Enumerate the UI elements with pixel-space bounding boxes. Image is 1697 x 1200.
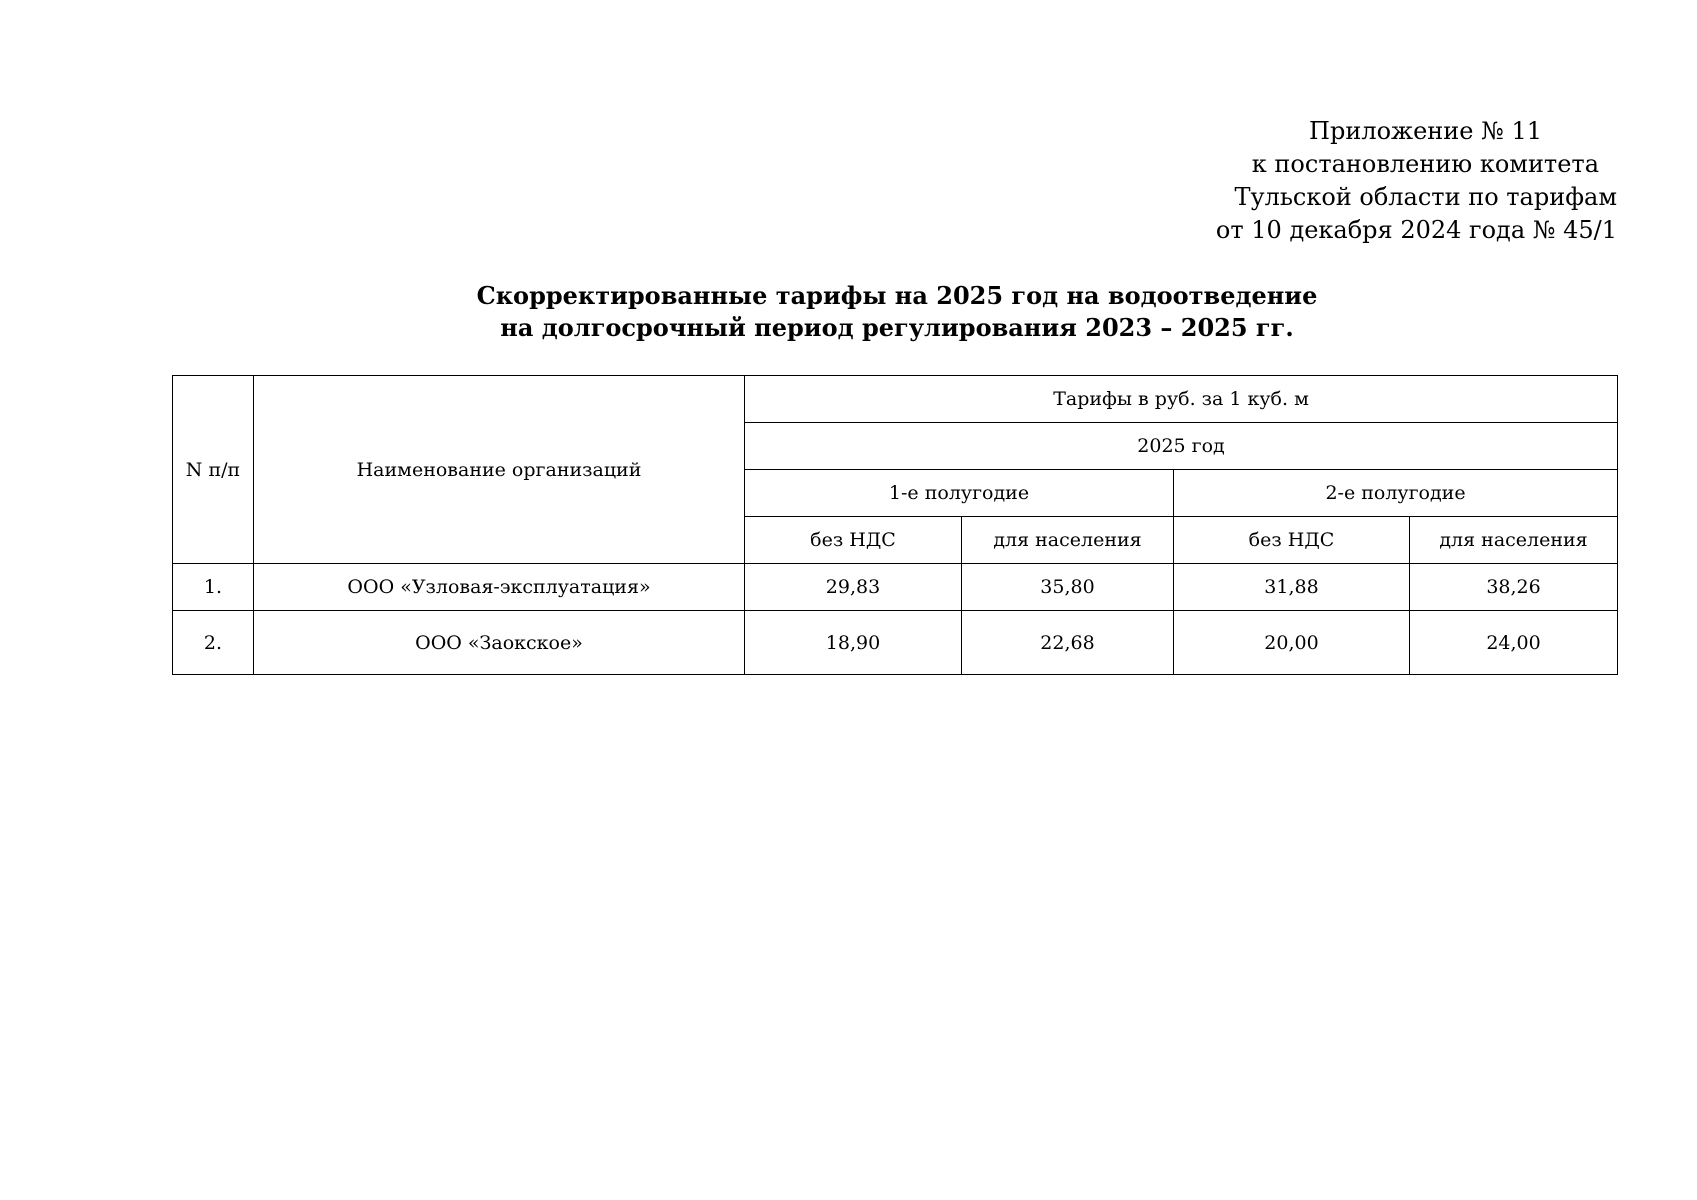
tariff-h1-population: 22,68 bbox=[962, 611, 1174, 675]
document-title bbox=[172, 280, 1622, 344]
document-title-line2: на долгосрочный период регулирования 2023 – 2025 гг. bbox=[500, 313, 1294, 342]
tariff-h1-population: 35,80 bbox=[962, 564, 1174, 611]
tariff-h1-no-vat: 29,83 bbox=[745, 564, 962, 611]
header-number-sublabel: п/п bbox=[208, 458, 241, 481]
tariff-h2-population: 38,26 bbox=[1410, 564, 1618, 611]
tariff-h2-population: 24,00 bbox=[1410, 611, 1618, 675]
row-number: 1. bbox=[173, 564, 254, 611]
organization-name: ООО «Узловая-эксплуатация» bbox=[254, 564, 745, 611]
tariff-h1-no-vat: 18,90 bbox=[745, 611, 962, 675]
document-title-line1: Скорректированные тарифы на 2025 год на водоотведение bbox=[476, 281, 1318, 310]
header-h2-no-vat: без НДС bbox=[1174, 517, 1410, 564]
header-number-cell bbox=[173, 376, 254, 564]
appendix-date: от 10 декабря 2024 года № 45/1 bbox=[1215, 216, 1617, 244]
header-h1-population: для населения bbox=[962, 517, 1174, 564]
tariffs-table bbox=[172, 375, 1618, 675]
row-number: 2. bbox=[173, 611, 254, 675]
header-half-2: 2-е полугодие bbox=[1174, 470, 1618, 517]
table-row bbox=[173, 564, 1618, 611]
header-tariffs: Тарифы в руб. за 1 куб. м bbox=[745, 376, 1618, 423]
header-number-label: N bbox=[185, 458, 203, 481]
header-row-1 bbox=[173, 376, 1618, 423]
appendix-number: Приложение № 11 bbox=[1309, 117, 1542, 145]
organization-name: ООО «Заокское» bbox=[254, 611, 745, 675]
table-row bbox=[173, 611, 1618, 675]
appendix-reference: к постановлению комитета bbox=[1251, 150, 1599, 178]
appendix-block bbox=[1057, 115, 1617, 247]
tariff-h2-no-vat: 20,00 bbox=[1174, 611, 1410, 675]
tariff-h2-no-vat: 31,88 bbox=[1174, 564, 1410, 611]
header-h1-no-vat: без НДС bbox=[745, 517, 962, 564]
header-h2-population: для населения bbox=[1410, 517, 1618, 564]
appendix-committee: Тульской области по тарифам bbox=[1234, 183, 1617, 211]
header-organization-name: Наименование организаций bbox=[254, 376, 745, 564]
header-year: 2025 год bbox=[745, 423, 1618, 470]
header-half-1: 1-е полугодие bbox=[745, 470, 1174, 517]
